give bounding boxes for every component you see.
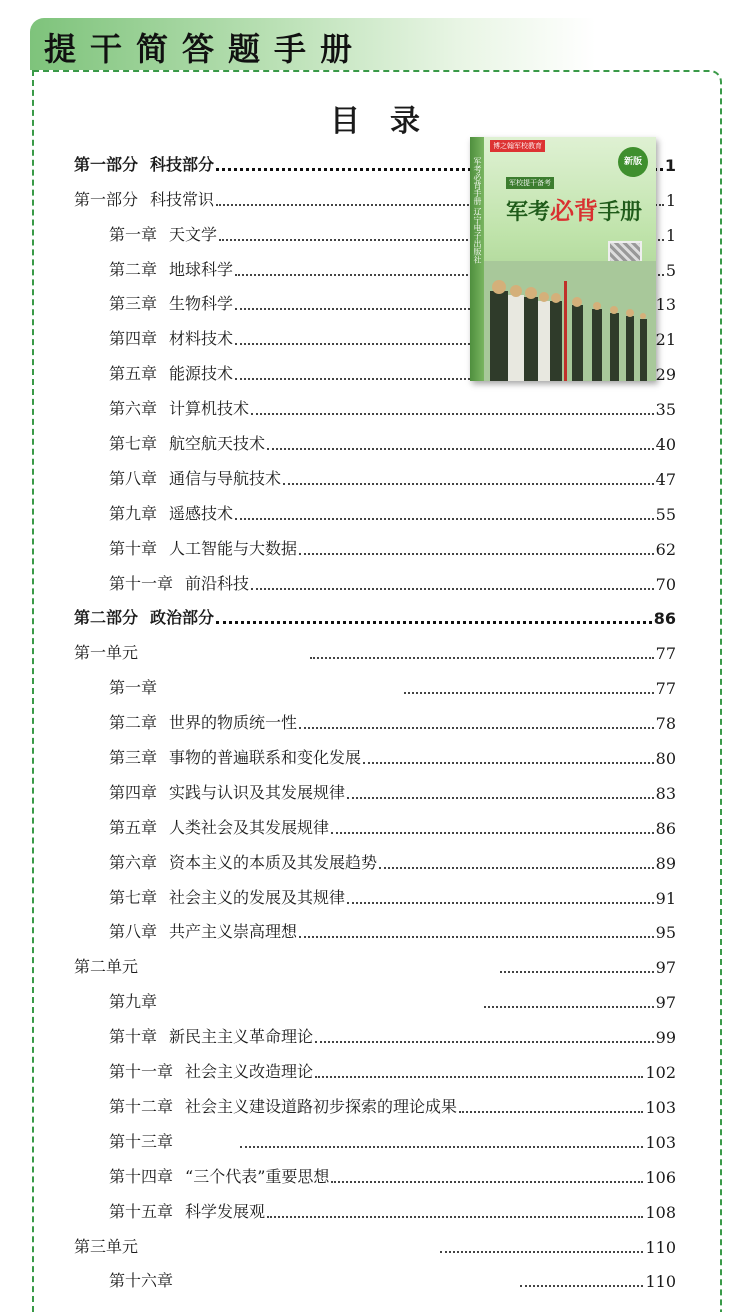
toc-chapter-entry [74, 844, 676, 879]
toc-page-number: 77 [655, 644, 676, 664]
toc-page-number: 86 [655, 818, 676, 838]
toc-entry-title: 社会主义建设道路初步探索的理论成果 [185, 1096, 458, 1116]
toc-entry-label: 第十五章 [109, 1201, 174, 1221]
toc-chapter-entry [74, 739, 676, 774]
toc-entry-label: 第十二章 [109, 1096, 174, 1116]
toc-entry-title: 社会主义的发展及其规律 [169, 887, 346, 907]
toc-section-entry [74, 634, 676, 669]
toc-page-number: 1 [665, 190, 676, 210]
book-title-post: 手册 [598, 200, 643, 225]
toc-page-number: 47 [655, 469, 676, 489]
toc-leader-dots [520, 1284, 643, 1287]
toc-entry-label: 第十四章 [109, 1166, 174, 1186]
toc-entry-title: 新民主主义革命理论 [169, 1027, 314, 1047]
toc-chapter-entry [74, 460, 676, 495]
toc-chapter-entry [74, 704, 676, 739]
toc-leader-dots [363, 761, 654, 764]
toc-page-number: 108 [645, 1202, 676, 1222]
toc-entry-label: 第一章 [109, 678, 158, 698]
toc-leader-dots [331, 1180, 643, 1183]
header-banner [30, 18, 720, 70]
toc-page-number: 70 [655, 574, 676, 594]
toc-entry-title: 实践与认识及其发展规律 [169, 782, 346, 802]
toc-entry-title: 资本主义的本质及其发展趋势 [169, 852, 378, 872]
toc-page-number: 103 [645, 1132, 676, 1152]
toc-chapter-entry [74, 1053, 676, 1088]
toc-entry-label: 第九章 [109, 503, 158, 523]
book-spine [470, 137, 484, 381]
toc-entry-title: “三个代表”重要思想 [185, 1166, 330, 1186]
toc-entry-title: 天文学 [169, 224, 218, 244]
toc-entry-label: 第二部分 [74, 608, 139, 628]
toc-leader-dots [251, 587, 654, 590]
toc-page-number: 29 [655, 365, 676, 385]
toc-page-number: 62 [655, 539, 676, 559]
toc-entry-title: 能源技术 [169, 364, 234, 384]
toc-chapter-entry [74, 983, 676, 1018]
toc-page-number: 1 [664, 155, 676, 175]
soldiers-illustration [484, 261, 656, 381]
toc-page-number: 86 [653, 609, 676, 629]
toc-chapter-entry [74, 774, 676, 809]
toc-leader-dots [267, 1215, 643, 1218]
toc-entry-title: 地球科学 [169, 259, 234, 279]
toc-page-number: 110 [645, 1272, 676, 1292]
toc-leader-dots [240, 1145, 643, 1148]
toc-page-number: 77 [655, 679, 676, 699]
toc-entry-label: 第十六章 [109, 1271, 174, 1291]
toc-entry-title: 事物的普遍联系和变化发展 [169, 748, 362, 768]
toc-entry-title: 世界的物质统一性 [169, 713, 298, 733]
toc-page-number: 97 [655, 958, 676, 978]
toc-leader-dots [251, 412, 654, 415]
toc-entry-title: 科学发展观 [185, 1201, 266, 1221]
toc-entry-title: 人类社会及其发展规律 [169, 817, 330, 837]
toc-page-number: 80 [655, 749, 676, 769]
book-title-pre: 军考 [506, 200, 551, 225]
toc-page-number: 5 [665, 260, 676, 280]
toc-chapter-entry [74, 530, 676, 565]
toc-entry-title: 材料技术 [169, 329, 234, 349]
toc-entry-label: 第七章 [109, 434, 158, 454]
toc-page-number: 83 [655, 783, 676, 803]
toc-page-number: 89 [655, 853, 676, 873]
toc-chapter-entry [74, 565, 676, 600]
toc-page-number: 97 [655, 993, 676, 1013]
toc-leader-dots [404, 691, 654, 694]
toc-page-number: 1 [665, 225, 676, 245]
toc-page-number: 55 [655, 504, 676, 524]
new-edition-badge: 新版 [618, 147, 648, 177]
toc-entry-title: 生物科学 [169, 294, 234, 314]
toc-entry-label: 第七章 [109, 887, 158, 907]
toc-entry-label: 第一部分 [74, 189, 139, 209]
toc-entry-label: 第四章 [109, 329, 158, 349]
toc-leader-dots [310, 656, 654, 659]
toc-entry-label: 第三章 [109, 748, 158, 768]
toc-entry-title: 遥感技术 [169, 503, 234, 523]
toc-leader-dots [347, 796, 654, 799]
toc-leader-dots [315, 1075, 643, 1078]
toc-page-number: 106 [645, 1167, 676, 1187]
toc-page-number: 40 [655, 435, 676, 455]
toc-entry-label: 第一章 [109, 224, 158, 244]
toc-page-number: 110 [645, 1237, 676, 1257]
book-cover-image [470, 137, 656, 381]
toc-chapter-entry [74, 1193, 676, 1228]
spine-text: 军考必背手册 辽宁电子出版社 [473, 157, 482, 264]
toc-entry-label: 第三章 [109, 294, 158, 314]
toc-chapter-entry [74, 390, 676, 425]
book-cover [484, 137, 656, 381]
toc-chapter-entry [74, 879, 676, 914]
toc-leader-dots [235, 517, 654, 520]
toc-chapter-entry [74, 1263, 676, 1298]
toc-leader-dots [347, 901, 654, 904]
toc-entry-title: 共产主义崇高理想 [169, 922, 298, 942]
toc-entry-label: 第六章 [109, 399, 158, 419]
toc-entry-label: 第五章 [109, 817, 158, 837]
toc-leader-dots [500, 970, 654, 973]
toc-entry-label: 第二章 [109, 713, 158, 733]
toc-chapter-entry [74, 809, 676, 844]
toc-entry-label: 第一单元 [74, 643, 139, 663]
toc-entry-title: 计算机技术 [169, 399, 250, 419]
toc-section-entry [74, 948, 676, 983]
toc-leader-dots [440, 1250, 643, 1253]
toc-page-number: 78 [655, 714, 676, 734]
toc-entry-label: 第二章 [109, 259, 158, 279]
toc-leader-dots [299, 935, 654, 938]
toc-page-number: 13 [655, 295, 676, 315]
toc-section-entry [74, 600, 676, 635]
toc-page-number: 99 [655, 1028, 676, 1048]
toc-page-number: 91 [655, 888, 676, 908]
toc-section-entry [74, 1228, 676, 1263]
toc-page-number: 21 [655, 330, 676, 350]
toc-leader-dots [315, 1040, 654, 1043]
toc-entry-label: 第三单元 [74, 1236, 139, 1256]
toc-leader-dots [267, 447, 654, 450]
toc-entry-label: 第九章 [109, 992, 158, 1012]
toc-entry-label: 第八章 [109, 922, 158, 942]
toc-entry-label: 第十章 [109, 1027, 158, 1047]
toc-entry-title: 前沿科技 [185, 573, 250, 593]
toc-leader-dots [299, 726, 654, 729]
toc-entry-title: 人工智能与大数据 [169, 538, 298, 558]
book-title-accent: 必背 [550, 197, 599, 225]
toc-entry-title: 通信与导航技术 [169, 468, 282, 488]
toc-chapter-entry [74, 425, 676, 460]
toc-entry-title: 科技部分 [150, 154, 215, 174]
book-title [506, 191, 642, 226]
toc-chapter-entry [74, 669, 676, 704]
toc-chapter-entry [74, 1123, 676, 1158]
toc-page-number: 35 [655, 400, 676, 420]
book-subtitle-tag: 军校提干备考 [506, 177, 554, 189]
manual-title: 提干简答题手册 [44, 30, 367, 68]
toc-entry-label: 第五章 [109, 364, 158, 384]
toc-page-number: 103 [645, 1097, 676, 1117]
toc-leader-dots [459, 1110, 643, 1113]
toc-heading: 目录 [330, 104, 450, 139]
toc-chapter-entry [74, 495, 676, 530]
toc-entry-label: 第十章 [109, 538, 158, 558]
toc-entry-title: 社会主义改造理论 [185, 1062, 314, 1082]
publisher-tag: 博之翰军校教育 [490, 140, 545, 152]
toc-leader-dots [299, 552, 654, 555]
toc-page-number: 102 [645, 1063, 676, 1083]
toc-page-number: 95 [655, 923, 676, 943]
toc-leader-dots [216, 620, 652, 624]
toc-entry-label: 第一部分 [74, 154, 139, 174]
toc-entry-title: 航空航天技术 [169, 434, 266, 454]
toc-entry-label: 第八章 [109, 468, 158, 488]
toc-chapter-entry [74, 1158, 676, 1193]
toc-entry-label: 第十三章 [109, 1131, 174, 1151]
toc-entry-label: 第六章 [109, 852, 158, 872]
toc-entry-label: 第十一章 [109, 573, 174, 593]
toc-chapter-entry [74, 914, 676, 949]
toc-entry-label: 第十一章 [109, 1062, 174, 1082]
toc-leader-dots [283, 482, 654, 485]
toc-entry-title: 政治部分 [150, 608, 215, 628]
toc-leader-dots [331, 831, 654, 834]
toc-leader-dots [484, 1005, 654, 1008]
toc-entry-title: 科技常识 [150, 189, 215, 209]
toc-leader-dots [379, 866, 654, 869]
toc-chapter-entry [74, 1018, 676, 1053]
toc-chapter-entry [74, 1088, 676, 1123]
toc-entry-label: 第二单元 [74, 957, 139, 977]
toc-entry-label: 第四章 [109, 782, 158, 802]
